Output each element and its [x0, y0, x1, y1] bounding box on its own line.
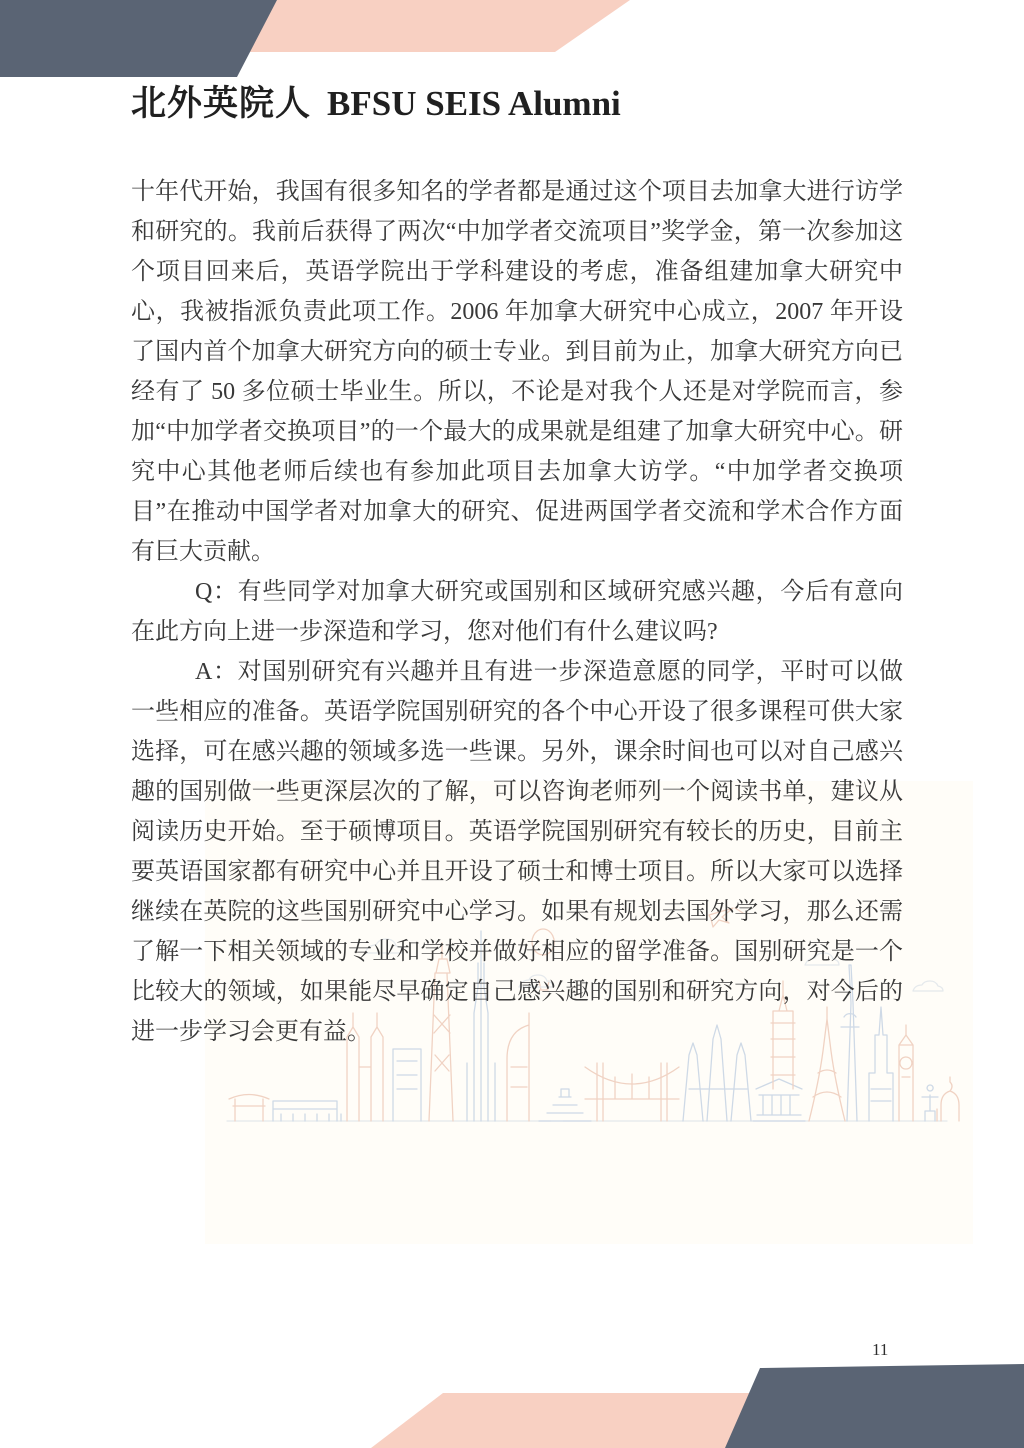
- answer-paragraph: A：对国别研究有兴趣并且有进一步深造意愿的同学，平时可以做一些相应的准备。英语学院国别研究的各个中心开设了很多课程可供大家选择，可在感兴趣的领域多选一些课。另外，课余时间也可以对自己感兴趣的国别做一些更深层次的了解，可以咨询老师列一个阅读书单，建议从阅读历史开始。至于硕博项目。英语学院国别研究有较长的历史，目前主要英语国家都有研究中心并且开设了硕士和博士项目。所以大家可以选择继续在英院的这些国别研究中心学习。如果有规划去国外学习，那么还需了解一下相关领域的专业和学校并做好相应的留学准备。国别研究是一个比较大的领域，如果能尽早确定自己感兴趣的国别和研究方向，对今后的进一步学习会更有益。: [131, 659, 903, 1045]
- page-title: [131, 76, 621, 126]
- top-slate-ribbon: [0, 0, 277, 77]
- bottom-slate-ribbon: [725, 1364, 1024, 1448]
- top-corner-decoration: [0, 0, 1024, 80]
- bottom-corner-decoration: [0, 1358, 1024, 1448]
- article-body: [131, 172, 903, 1052]
- page-number: 11: [872, 1340, 889, 1359]
- page-title-chinese: 北外英院人: [131, 84, 312, 123]
- top-pink-ribbon: [246, 0, 630, 52]
- body-paragraph-continued: 十年代开始，我国有很多知名的学者都是通过这个项目去加拿大进行访学和研究的。我前后获得了两次“中加学者交流项目”奖学金，第一次参加这个项目回来后，英语学院出于学科建设的考虑，准备组建加拿大研究中心，我被指派负责此项工作。2006 年加拿大研究中心成立，2007 年开设了国内首个加拿大研究方向的硕士专业。到目前为止，加拿大研究方向已经有了 50 多位硕士毕业生。所以，不论是对我个人还是对学院而言，参加“中加学者交换项目”的一个最大的成果就是组建了加拿大研究中心。研究中心其他老师后续也有参加此项目去加拿大访学。“中加学者交换项目”在推动中国学者对加拿大的研究、促进两国学者交流和学术合作方面有巨大贡献。: [131, 179, 903, 565]
- question-paragraph: Q：有些同学对加拿大研究或国别和区域研究感兴趣，今后有意向在此方向上进一步深造和学习，您对他们有什么建议吗?: [131, 579, 903, 645]
- page-title-english: BFSU SEIS Alumni: [327, 84, 621, 123]
